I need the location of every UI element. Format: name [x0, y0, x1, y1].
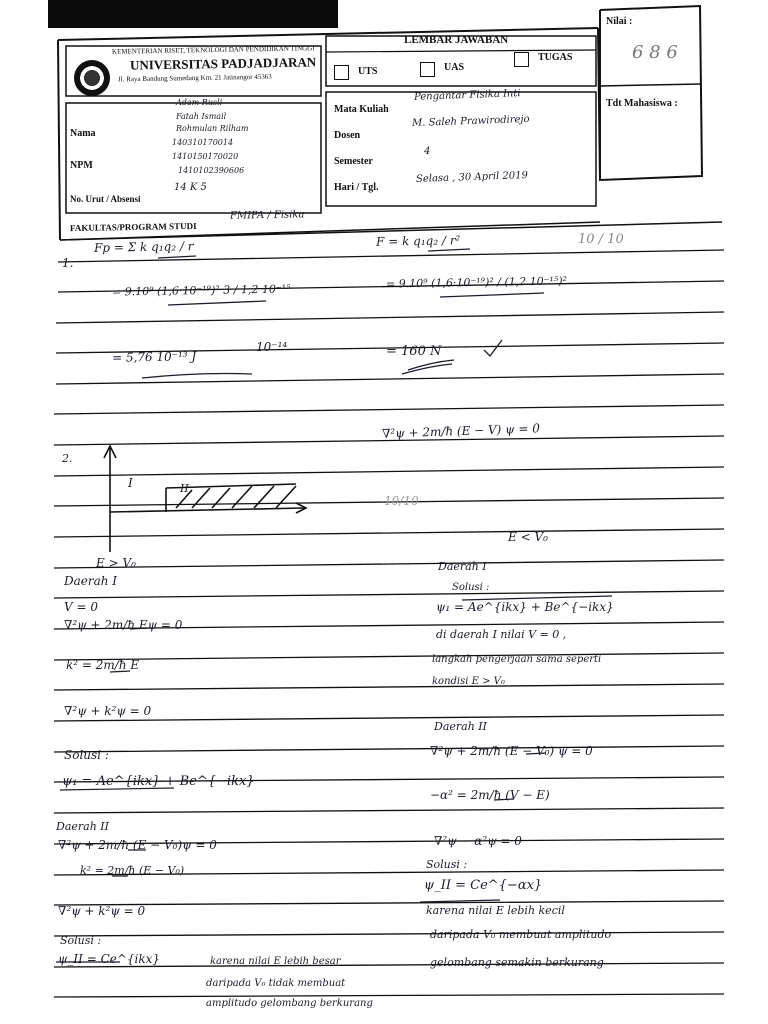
- right-line-3: ψ₁ = Ae^{ikx} + Be^{−ikx}: [436, 600, 614, 614]
- uas-label: UAS: [444, 62, 465, 73]
- right-line-9: −α² = 2m/ħ (V − E): [430, 788, 550, 802]
- left-line-13: ψ_II = Ce^{ikx}: [58, 952, 161, 966]
- nilai-label: Nilai :: [606, 16, 633, 27]
- right-line-2: Solusi :: [452, 582, 490, 593]
- bottom-line-1b: gelombang semakin berkurang: [430, 956, 604, 969]
- student-npm-2: 1410150170020: [172, 152, 239, 161]
- left-line-2: V = 0: [64, 600, 98, 614]
- bottom-line-1: karena nilai E lebih besar: [210, 956, 341, 967]
- left-line-4: k² = 2m/ħ E: [66, 658, 140, 672]
- left-line-11: ∇²ψ + k²ψ = 0: [58, 904, 146, 918]
- absen-label: No. Urut / Absensi: [70, 194, 141, 204]
- right-line-7: Daerah II: [434, 720, 487, 733]
- fakultas-value: FMIPA / Fisika: [229, 209, 305, 222]
- left-line-9: ∇²ψ + 2m/ħ (E − V₀)ψ = 0: [58, 838, 217, 852]
- bottom-line-2: daripada V₀ tidak membuat: [206, 978, 346, 989]
- bottom-line-3: amplitudo gelombang berkurang: [206, 998, 373, 1009]
- semester-label: Semester: [334, 156, 373, 167]
- q2-number: 2.: [62, 452, 73, 465]
- hari-label: Hari / Tgl.: [334, 182, 379, 193]
- student-npm-3: 1410102390606: [178, 166, 245, 175]
- left-line-10: k² = 2m/ħ (E − V₀): [80, 864, 185, 877]
- q1-left-line-3: = 5,76 10⁻¹³ J: [111, 349, 197, 365]
- q1-score: 10 / 10: [578, 232, 624, 247]
- q1-left-line-2: = 9.10⁹ (1,6·10⁻¹⁹)² 3 / 1,2 10⁻¹⁵: [111, 282, 291, 299]
- absen-value: 14 K 5: [174, 182, 207, 193]
- student-name-2: Fatah Ismail: [176, 112, 227, 121]
- left-line-1: Daerah I: [64, 574, 118, 588]
- schrodinger-equation: ∇²ψ + 2m/ħ (E − V) ψ = 0: [381, 421, 541, 441]
- right-line-1: Daerah I: [438, 560, 487, 573]
- right-line-10: ∇²ψ − α²ψ = 0: [434, 834, 522, 848]
- fakultas-label: FAKULTAS/PROGRAM STUDI: [69, 220, 197, 234]
- student-npm-1: 140310170014: [172, 138, 234, 147]
- tugas-label: TUGAS: [538, 52, 573, 63]
- uts-label: UTS: [358, 66, 378, 77]
- dosen-value: M. Saleh Prawirodirejo: [411, 113, 530, 130]
- matkul-value: Pengantar Fisika Inti: [413, 88, 521, 103]
- npm-label: NPM: [70, 160, 93, 171]
- uas-checkbox[interactable]: [420, 62, 435, 77]
- sheet-title: LEMBAR JAWABAN: [404, 34, 509, 46]
- right-line-6: kondisi E > V₀: [432, 676, 505, 687]
- right-line-4: di daerah I nilai V = 0 ,: [436, 628, 567, 641]
- left-line-6: Solusi :: [64, 748, 109, 762]
- nama-label: Nama: [70, 128, 96, 139]
- student-name-3: Rohmulan Rilham: [176, 124, 249, 133]
- student-name-1: Adam Rusli: [176, 98, 223, 107]
- energy-less-than-v0: E < V₀: [508, 530, 548, 544]
- q1-left-correction: 10⁻¹⁴: [256, 340, 288, 354]
- university-name: UNIVERSITAS PADJADJARAN: [129, 54, 317, 73]
- right-line-8: ∇²ψ + 2m/ħ (E − V₀) ψ = 0: [430, 744, 593, 758]
- q2-score: 10/10: [384, 494, 419, 508]
- matkul-label: Mata Kuliah: [334, 104, 389, 115]
- university-address: Jl. Raya Bandung Sumedang Km. 21 Jatinangor 45363: [117, 72, 272, 84]
- left-line-12: Solusi :: [60, 934, 102, 947]
- right-line-12: ψ_II = Ce^{−αx}: [424, 878, 543, 893]
- right-line-13: karena nilai E lebih kecil: [426, 904, 565, 917]
- nilai-value: 6 8 6: [632, 42, 678, 63]
- dosen-label: Dosen: [334, 130, 361, 141]
- q1-right-line-3: = 160 N: [386, 344, 442, 359]
- left-line-8: Daerah II: [56, 820, 109, 833]
- q1-number: 1.: [62, 256, 74, 270]
- q1-left-line-1: Fp = Σ k q₁q₂ / r: [93, 239, 194, 255]
- hari-value: Selasa , 30 April 2019: [415, 170, 529, 185]
- uts-checkbox[interactable]: [334, 65, 349, 80]
- right-line-11: Solusi :: [426, 858, 468, 871]
- q1-right-line-1: F = k q₁q₂ / r²: [375, 233, 461, 249]
- left-line-3: ∇²ψ + 2m/ħ Eψ = 0: [64, 618, 183, 632]
- university-logo: [74, 60, 110, 96]
- left-line-7: ψ₁ = Ae^{ikx} + Be^{−ikx}: [62, 774, 255, 789]
- energy-greater-than-v0: E > V₀: [96, 556, 136, 570]
- diagram-region-1-mark: I: [128, 476, 133, 490]
- ministry-text: KEMENTERIAN RISET, TEKNOLOGI DAN PENDIDIKAN TINGGI: [111, 44, 315, 56]
- q1-right-line-2: = 9.10⁹ (1,6·10⁻¹⁹)² / (1,2 10⁻¹⁵)²: [385, 274, 568, 291]
- tugas-checkbox[interactable]: [514, 52, 529, 67]
- diagram-region-2-mark: II: [180, 482, 189, 495]
- right-line-14: daripada V₀ membuat amplitudo: [430, 928, 612, 941]
- left-line-5: ∇²ψ + k²ψ = 0: [64, 704, 152, 718]
- semester-value: 4: [424, 146, 431, 157]
- tdt-label: Tdt Mahasiswa :: [606, 98, 678, 109]
- right-line-5: langkah pengerjaan sama seperti: [432, 654, 602, 665]
